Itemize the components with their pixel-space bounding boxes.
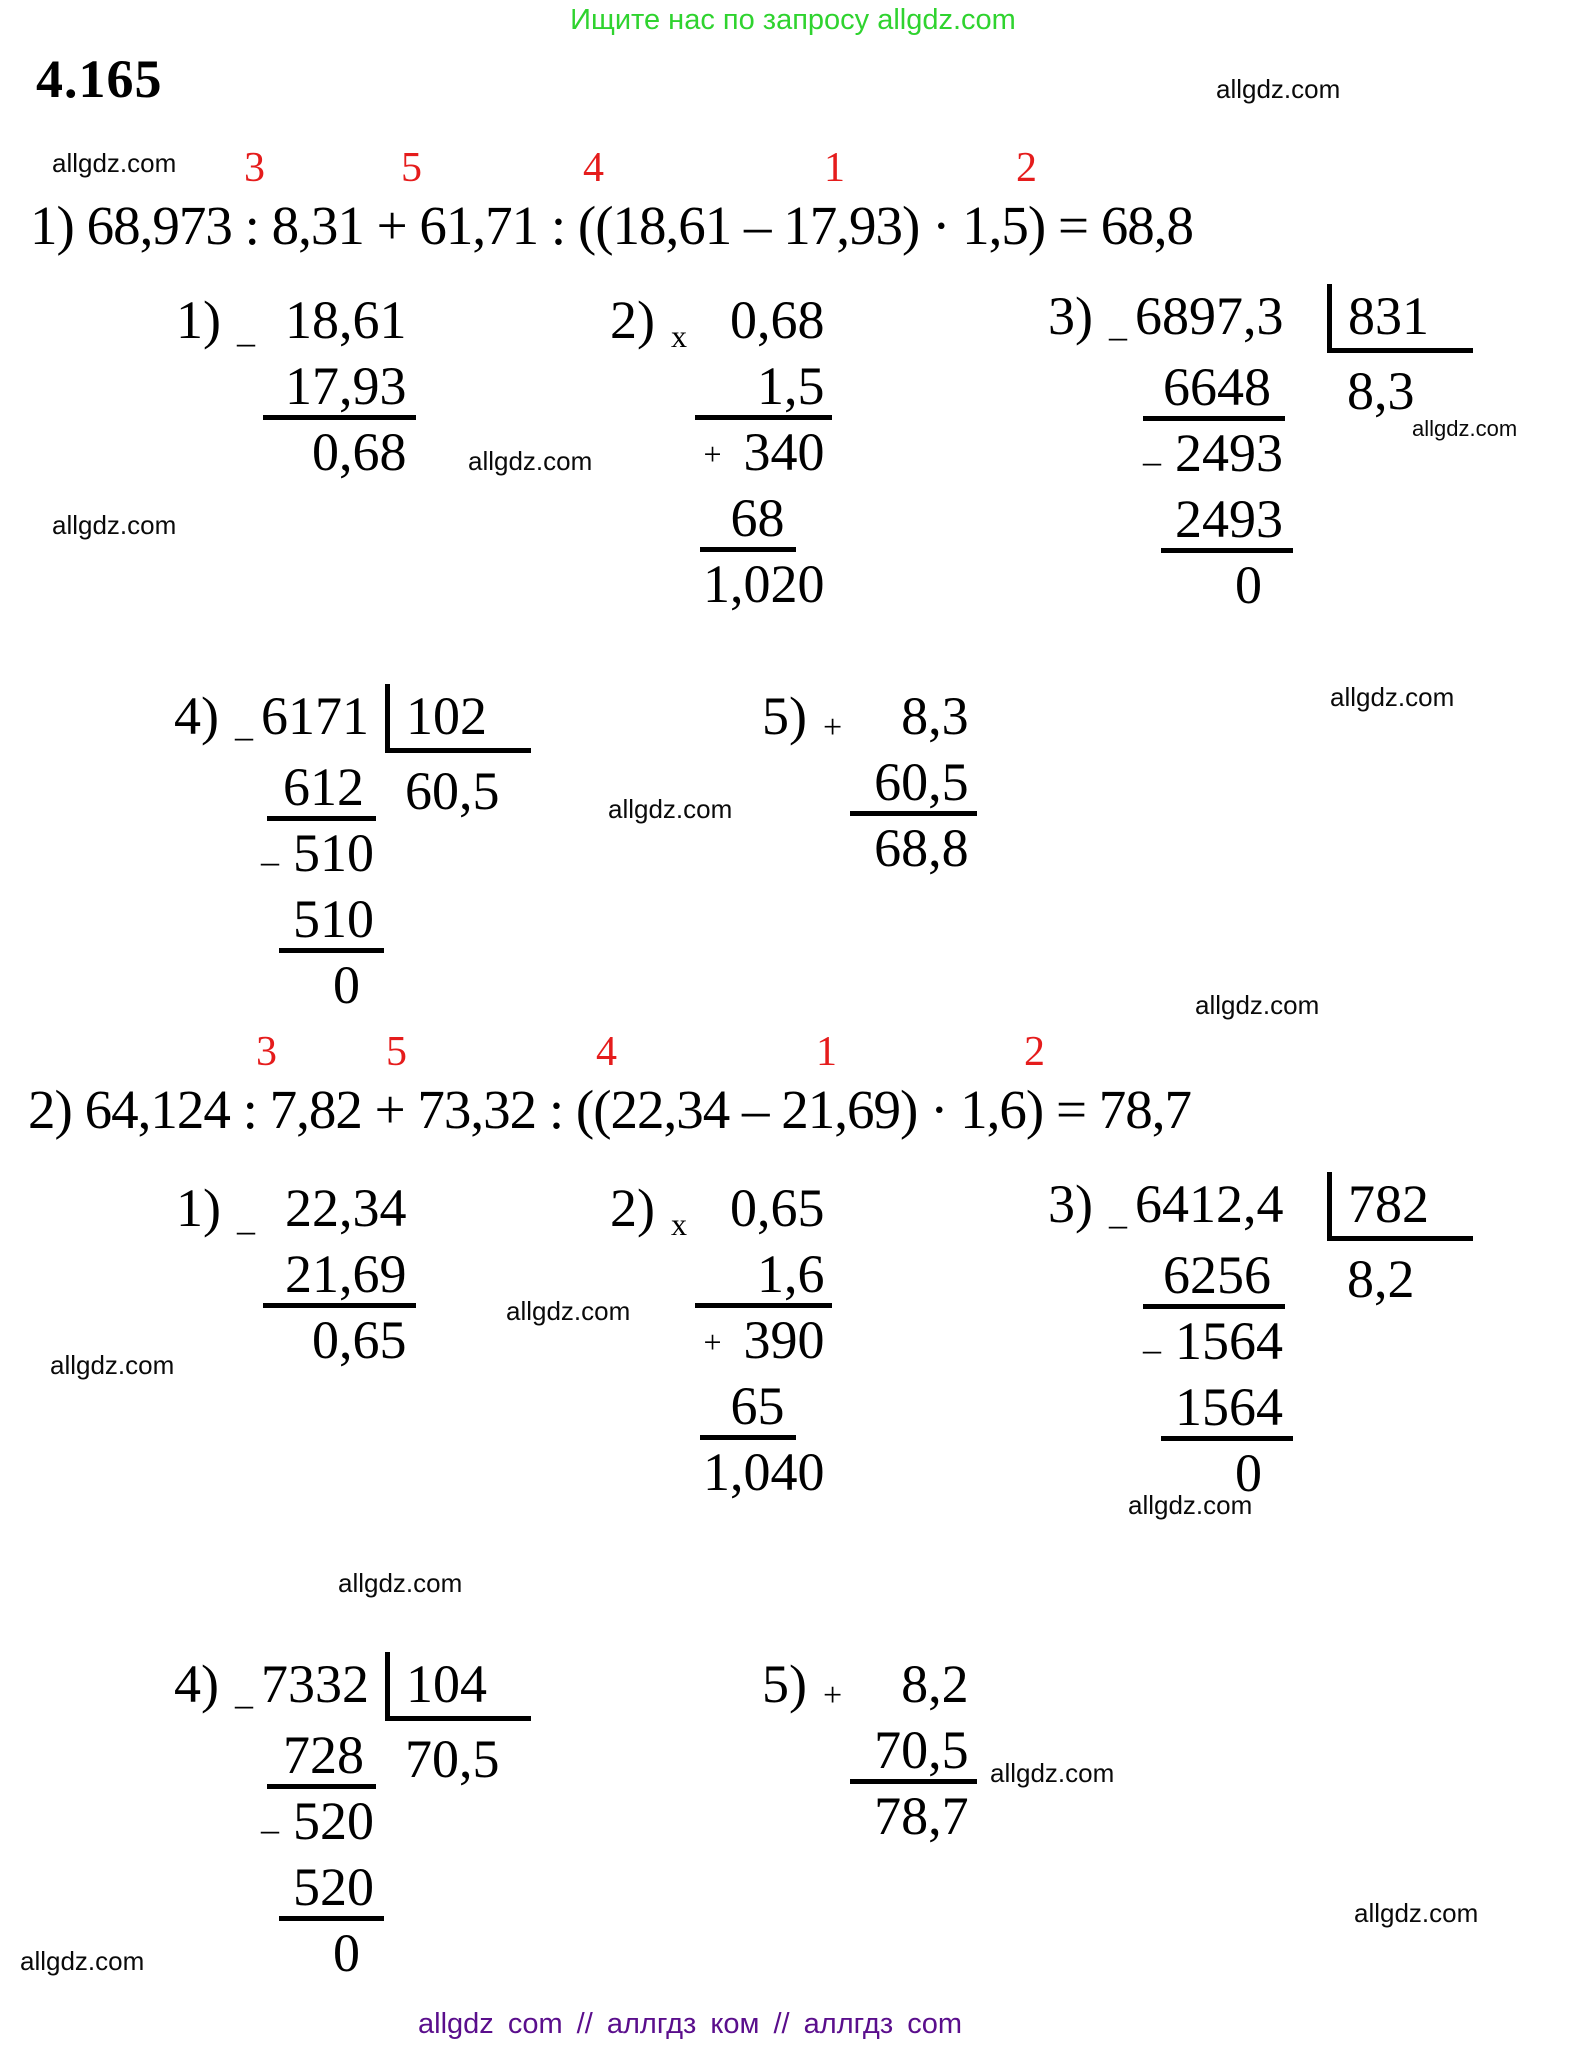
equation-line: 2) 64,124 : 7,82 + 73,32 : ((22,34 – 21,69) · 1,6) = 78,7 (28, 1079, 1191, 1140)
column-stack (695, 1176, 825, 1506)
plus-sign: + (703, 436, 722, 472)
p1-addition-block (762, 684, 969, 882)
dividend: 7332 (260, 1654, 369, 1714)
minus-sign: – (234, 1684, 253, 1724)
minus-sign: – (1108, 316, 1127, 356)
problem-number: 4.165 (36, 49, 163, 109)
p2-addition-block (762, 1652, 969, 1850)
division-body (261, 753, 531, 1019)
order-mark: 2 (1024, 1029, 1045, 1075)
work-line: 1564 (1161, 1375, 1293, 1441)
work-line: 510 (279, 887, 384, 953)
partial-product-2: 68 (700, 486, 796, 552)
step-label: 1) (176, 290, 221, 350)
watermark: allgdz.com (1354, 1898, 1479, 1928)
order-mark: 4 (583, 145, 604, 191)
watermark: allgdz.com (506, 1296, 631, 1326)
p1-division-block-2 (174, 684, 531, 1019)
work-value: 520 (292, 1791, 374, 1851)
watermark: allgdz.com (1412, 416, 1518, 441)
quotient: 8,3 (1346, 361, 1415, 421)
p1-division-block-1 (1048, 284, 1473, 619)
work-value: 2493 (1174, 423, 1283, 483)
p2-multiplication-block (610, 1176, 824, 1506)
column-stack (263, 1176, 407, 1374)
column-stack (850, 1652, 969, 1850)
quotient: 60,5 (404, 761, 500, 821)
quotient: 8,2 (1346, 1249, 1415, 1309)
step-label: 2) (610, 1178, 655, 1238)
order-mark: 4 (596, 1029, 617, 1075)
times-sign: x (670, 1206, 687, 1242)
order-mark: 1 (816, 1029, 837, 1075)
minus-sign: – (1142, 1329, 1161, 1369)
plus-sign: + (703, 1324, 722, 1360)
step-label: 1) (176, 1178, 221, 1238)
partial-product-1 (703, 420, 825, 486)
column-stack (850, 684, 969, 882)
subtrahend: 21,69 (263, 1242, 417, 1308)
divisor: 104 (385, 1652, 531, 1721)
watermark: allgdz.com (52, 510, 177, 540)
addend1: 8,2 (901, 1654, 969, 1714)
minuend: 22,34 (284, 1178, 407, 1238)
work-line: 728 (267, 1723, 376, 1789)
p1-multiplication-block (610, 288, 824, 618)
work-line: 6648 (1143, 355, 1285, 421)
work-line (1142, 1309, 1283, 1375)
footer-line: allgdz com // аллгдз ком // аллгдз com (418, 2008, 962, 2040)
partial1-value: 340 (743, 422, 825, 482)
watermark: allgdz.com (20, 1946, 145, 1976)
order-mark: 3 (244, 145, 265, 191)
dividend: 6171 (260, 686, 369, 746)
plus-sign: + (822, 709, 843, 746)
work-value: 1564 (1174, 1311, 1283, 1371)
minus-sign: – (260, 841, 279, 881)
step-label: 5) (762, 686, 807, 746)
work-line: 612 (267, 755, 376, 821)
difference: 0,68 (311, 422, 407, 482)
watermark: allgdz.com (990, 1758, 1115, 1788)
dividend: 6897,3 (1134, 286, 1284, 346)
watermark: allgdz.com (468, 446, 593, 476)
sum: 78,7 (874, 1786, 969, 1846)
work-value: 510 (292, 823, 374, 883)
times-sign: x (670, 318, 687, 354)
work-line: 520 (279, 1855, 384, 1921)
partial-product-1 (703, 1308, 825, 1374)
dividend: 6412,4 (1134, 1174, 1284, 1234)
division-work (261, 1721, 385, 1987)
division-layout (1135, 1172, 1473, 1507)
p1-subtraction-block (176, 288, 406, 486)
step-label: 2) (610, 290, 655, 350)
minuend: 18,61 (284, 290, 407, 350)
work-line (260, 821, 374, 887)
step-label: 4) (174, 1654, 219, 1714)
watermark: allgdz.com (52, 148, 177, 178)
minus-sign: – (236, 322, 255, 362)
addend1: 8,3 (901, 686, 969, 746)
step-label: 4) (174, 686, 219, 746)
divisor: 782 (1327, 1172, 1473, 1241)
division-layout (261, 684, 531, 1019)
divisor: 831 (1327, 284, 1473, 353)
order-mark: 5 (386, 1029, 407, 1075)
product: 1,040 (702, 1442, 825, 1502)
p2-subtraction-block (176, 1176, 406, 1374)
division-body (1135, 353, 1473, 619)
sum: 68,8 (874, 818, 969, 878)
partial1-value: 390 (743, 1310, 825, 1370)
watermark: allgdz.com (50, 1350, 175, 1380)
plus-sign: + (822, 1677, 843, 1714)
remainder: 0 (1234, 555, 1262, 615)
division-top-row (261, 684, 531, 753)
division-work (1135, 353, 1327, 619)
division-body (261, 1721, 531, 1987)
remainder: 0 (332, 1923, 360, 1983)
p2-division-block-2 (174, 1652, 531, 1987)
work-line: 2493 (1161, 487, 1293, 553)
column-stack (695, 288, 825, 618)
minus-sign: – (236, 1210, 255, 1250)
division-top-row (1135, 1172, 1473, 1241)
addend2: 70,5 (850, 1718, 977, 1784)
division-top-row (261, 1652, 531, 1721)
division-layout (261, 1652, 531, 1987)
promo-header: Ищите нас по запросу allgdz.com (570, 4, 1016, 36)
division-work (261, 753, 385, 1019)
column-stack (263, 288, 407, 486)
work-line (1142, 421, 1283, 487)
partial-product-2: 65 (700, 1374, 796, 1440)
factor1: 0,65 (729, 1178, 825, 1238)
watermark: allgdz.com (1195, 990, 1320, 1020)
factor2: 1,6 (695, 1242, 833, 1308)
watermark: allgdz.com (1128, 1490, 1253, 1520)
order-mark: 3 (256, 1029, 277, 1075)
watermark: allgdz.com (1330, 682, 1455, 712)
division-body (1135, 1241, 1473, 1507)
remainder: 0 (1234, 1443, 1262, 1503)
work-line: 6256 (1143, 1243, 1285, 1309)
p2-division-block-1 (1048, 1172, 1473, 1507)
order-mark: 5 (401, 145, 422, 191)
watermark: allgdz.com (608, 794, 733, 824)
division-work (1135, 1241, 1327, 1507)
watermark: allgdz.com (1216, 74, 1341, 104)
minus-sign: – (1108, 1204, 1127, 1244)
division-layout (1135, 284, 1473, 619)
watermark: allgdz.com (338, 1568, 463, 1598)
step-label: 5) (762, 1654, 807, 1714)
quotient: 70,5 (404, 1729, 500, 1789)
order-mark: 1 (824, 145, 845, 191)
equation-line: 1) 68,973 : 8,31 + 61,71 : ((18,61 – 17,93) · 1,5) = 68,8 (30, 195, 1193, 256)
factor1: 0,68 (729, 290, 825, 350)
minus-sign: – (1142, 441, 1161, 481)
product: 1,020 (702, 554, 825, 614)
minus-sign: – (260, 1809, 279, 1849)
remainder: 0 (332, 955, 360, 1015)
addend2: 60,5 (850, 750, 977, 816)
minus-sign: – (234, 716, 253, 756)
order-mark: 2 (1016, 145, 1037, 191)
factor2: 1,5 (695, 354, 833, 420)
step-label: 3) (1048, 1174, 1093, 1234)
divisor: 102 (385, 684, 531, 753)
division-top-row (1135, 284, 1473, 353)
work-line (260, 1789, 374, 1855)
difference: 0,65 (311, 1310, 407, 1370)
step-label: 3) (1048, 286, 1093, 346)
subtrahend: 17,93 (263, 354, 417, 420)
